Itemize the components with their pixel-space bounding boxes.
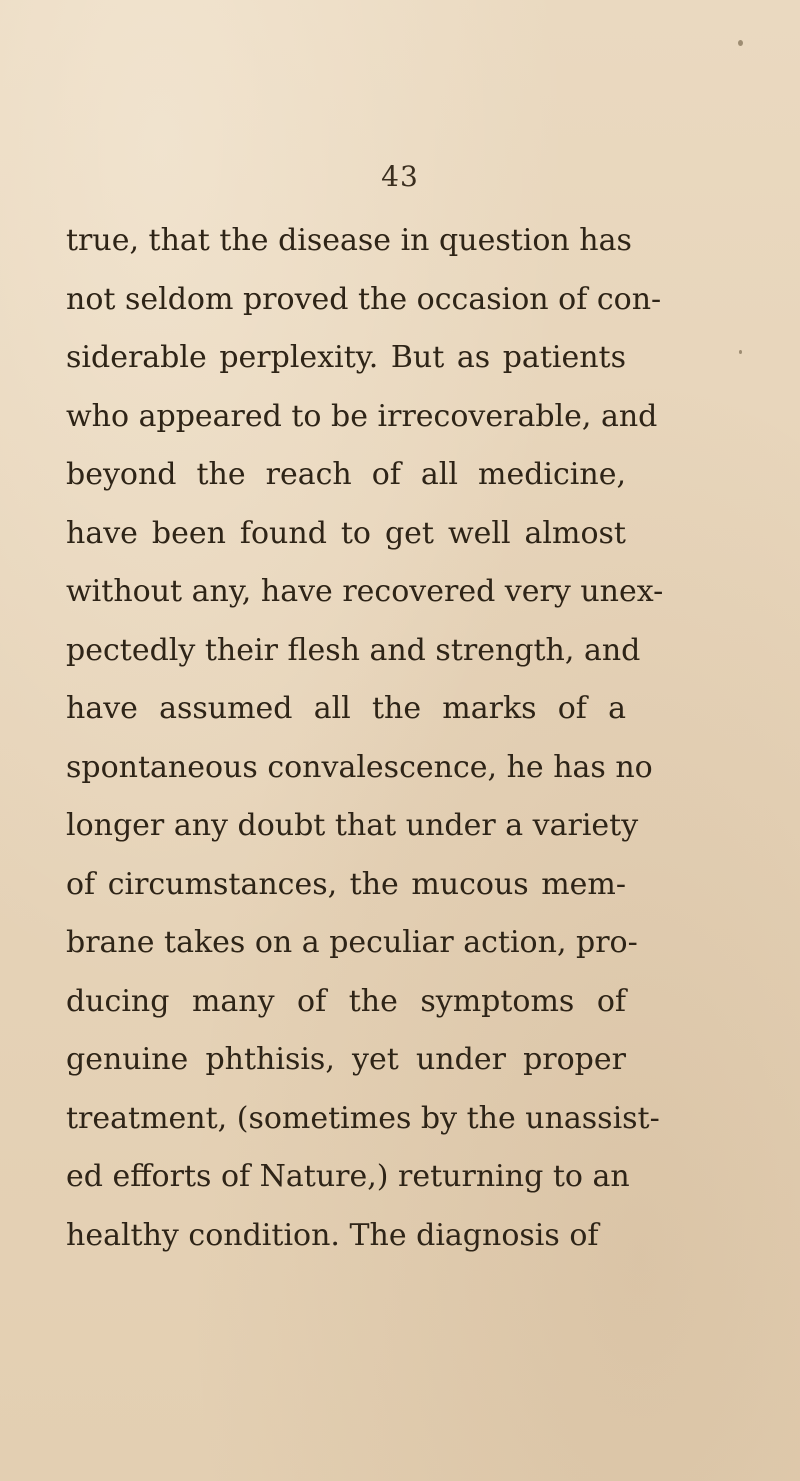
text-line: of circumstances, the mucous mem- — [66, 866, 626, 902]
ink-spot — [738, 40, 743, 46]
text-line: ed efforts of Nature,) returning to an — [66, 1159, 630, 1194]
text-line: have been found to get well almost — [66, 515, 626, 551]
text-line: not seldom proved the occasion of con- — [66, 281, 662, 317]
text-line: spontaneous convalescence, he has no — [66, 749, 653, 785]
text-line: healthy condition. The diagnosis of — [66, 1217, 599, 1253]
text-line: without any, have recovered very unex- — [66, 574, 664, 609]
text-line: have assumed all the marks of a — [66, 691, 626, 726]
text-line: pectedly their flesh and strength, and — [66, 632, 641, 668]
text-line: true, that the disease in question has — [66, 223, 632, 258]
text-line: treatment, (sometimes by the unassist- — [66, 1100, 660, 1136]
body-text — [66, 212, 664, 1265]
text-line: longer any doubt that under a variety — [66, 808, 639, 843]
ink-spot — [739, 350, 742, 354]
text-line: who appeared to be irrecoverable, and — [66, 398, 658, 434]
text-line: siderable perplexity. But as patients — [66, 340, 626, 375]
text-line: ducing many of the symptoms of — [66, 983, 626, 1019]
text-line: beyond the reach of all medicine, — [66, 457, 626, 492]
text-line: genuine phthisis, yet under proper — [66, 1042, 626, 1077]
text-line: brane takes on a peculiar action, pro- — [66, 925, 638, 960]
page-number: 43 — [381, 160, 419, 193]
